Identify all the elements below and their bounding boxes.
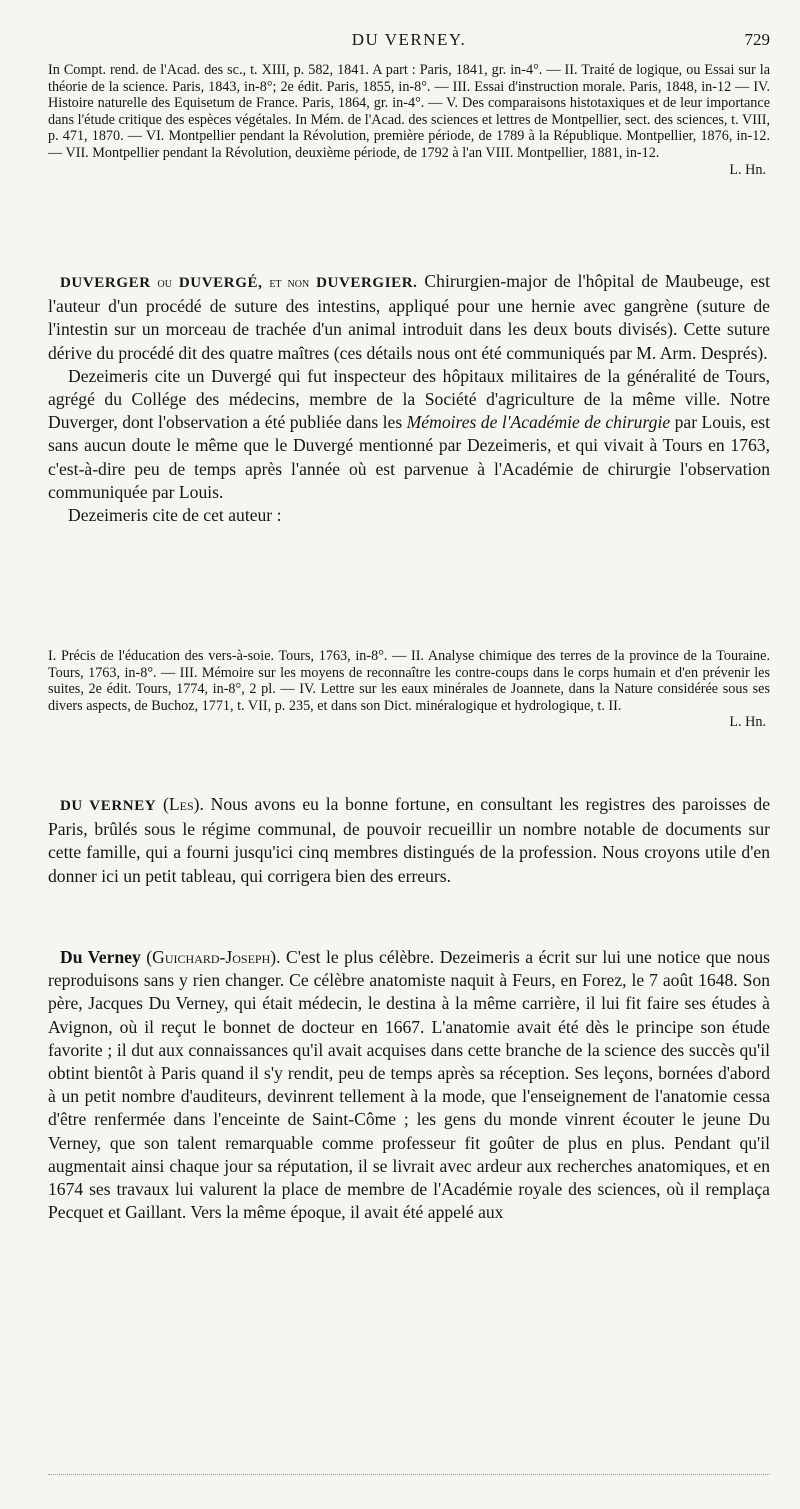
headword-conjunction: ou — [157, 276, 172, 291]
entry-text: Nous avons eu la bonne fortune, en consultant les registres des paroisses de Paris, brûlés sous le régime communal, de pouvoir recueillir un nombre notable de documents sur cette famille, qui a fourni jusqu'ici cinq membres distingués de la profession. Nous croyons utile d'en donner ici un petit tableau, qui corrigera bien des erreurs. — [48, 794, 771, 886]
entry-subhead: (Les). — [163, 794, 204, 814]
headword-conjunction: et non — [269, 276, 310, 291]
entry-duverger — [48, 270, 770, 527]
entry-headword: Du Verney — [60, 947, 141, 967]
entry-paragraph — [48, 946, 770, 1224]
entry-headword: DU VERNEY — [60, 798, 157, 814]
bibliography-text: In Compt. rend. de l'Acad. des sc., t. XIII, p. 582, 1841. A part : Paris, 1841, gr. in-4°. — II. Traité de logique, ou Essai sur la théorie de la science. Paris, 1843, in-8°; 2e édit. Paris, 1855, in-8°. — III. Essai d'instruction morale. Paris, 1848, in-12 — IV. Histoire naturelle des Equisetum de France. Paris, 1864, gr. in-4°. — V. Des comparaisons histotaxiques et de leur importance dans l'étude critique des espèces végétales. In Mém. de l'Acad. des sciences et lettres de Montpellier, sect. des sciences, t. VIII, p. 471, 1870. — VI. Montpellier pendant la Révolution, première période, de 1789 à la République. Montpellier, 1876, in-12. — VII. Montpellier pendant la Révolution, deuxième période, de 1792 à l'an VIII. Montpellier, 1881, in-12. — [48, 62, 770, 161]
entry-text: par Louis, est sans aucun doute le même que le Duvergé mentionné par Dezeimeris, et qui vivait à Tours en 1763, c'est-à-dire peu de temps après l'année où est parvenue à l'Académie de chirurgie l'observation communiquée par Louis. — [48, 412, 770, 502]
entry-headword-variant: DUVERGÉ, — [178, 275, 263, 291]
bibliography-text: I. Précis de l'éducation des vers-à-soie. Tours, 1763, in-8°. — II. Analyse chimique des terres de la province de la Touraine. Tours, 1763, in-8°. — III. Mémoire sur les moyens de reconnaître les contre-coups dans le corps humain et d'en prévenir les suites, 2e édit. Tours, 1774, in-8°, 2 pl. — IV. Lettre sur les eaux minérales de Joannete, dans la Nature considérée sous ses divers aspects, de Buchoz, 1771, t. VII, p. 235, et dans son Dict. minéralogique et hydrologique, t. II. — [48, 648, 770, 714]
page-header — [48, 30, 770, 54]
entry-text: Dezeimeris cite un Duvergé qui fut inspecteur des hôpitaux militaires de la généralité de Tours, agrégé du Collége des médecins, membre de la Société d'agriculture de la même ville. Notre Duverger, dont l'observation a été publiée dans les — [48, 365, 770, 433]
entry-headword-rejected: DUVERGIER. — [316, 275, 418, 291]
entry-headword: DUVERGER — [60, 275, 151, 291]
page-number: 729 — [744, 30, 770, 49]
entry-paragraph: Dezeimeris cite de cet auteur : — [68, 505, 282, 526]
running-title: DU VERNEY. — [351, 30, 467, 49]
bibliography-duverger — [48, 648, 770, 731]
entry-text: Chirurgien-major de l'hôpital de Maubeuge, est l'auteur d'un procédé de suture des intestins, appliqué pour une hernie avec gangrène (suture de l'intestin sur un morceau de trachée d'un animal introduit dans les deux bouts divisés). Cette suture dérive du procédé dit des quatre maîtres (ces détails nous ont été communiqués par M. Arm. Després). — [48, 271, 770, 363]
entry-paragraph — [48, 793, 770, 888]
footer-rule — [48, 1474, 770, 1475]
entry-subhead: (Guichard-Joseph). — [146, 947, 281, 967]
entry-duverney-les — [48, 793, 770, 888]
entry-text: C'est le plus célèbre. Dezeimeris a écrit sur lui une notice que nous reproduisons sans y rien changer. Ce célèbre anatomiste naquit à Feurs, en Forez, le 7 août 1648. Son père, Jacques Du Verney, qui était médecin, le destina à la même carrière, il lui fit faire ses études à Avignon, où il reçut le bonnet de docteur en 1667. L'anatomie avait été dès le principe son étude favorite ; il dut aux connaissances qu'il avait acquises dans cette branche de la science des succès qu'il obtint bientôt à Paris quand il s'y rendit, peu de temps après sa réception. Ses leçons, bornées d'abord à un petit nombre d'auditeurs, devinrent tellement à la mode, que l'enseignement de l'anatomie cessa d'être renfermée dans l'enceinte de Saint-Côme ; les gens du monde vinrent écouter le jeune Du Verney, que son talent remarquable comme professeur fit goûter de plus en plus. Pendant qu'il augmentait ainsi chaque jour sa réputation, il se livrait avec ardeur aux recherches anatomiques, et en 1674 ses travaux lui valurent la place de membre de l'Académie royale des sciences, où il remplaça Pecquet et Gaillant. Vers la même époque, il avait été appelé aux — [48, 947, 771, 1223]
entry-paragraph — [48, 365, 770, 504]
author-signature: L. Hn. — [729, 714, 766, 731]
entry-paragraph — [48, 270, 770, 365]
author-signature: L. Hn. — [729, 161, 766, 178]
italic-title: Mémoires de l'Académie de chirurgie — [406, 412, 671, 433]
bibliography-continuation — [48, 62, 770, 178]
entry-duverney-guichard — [48, 946, 770, 1224]
